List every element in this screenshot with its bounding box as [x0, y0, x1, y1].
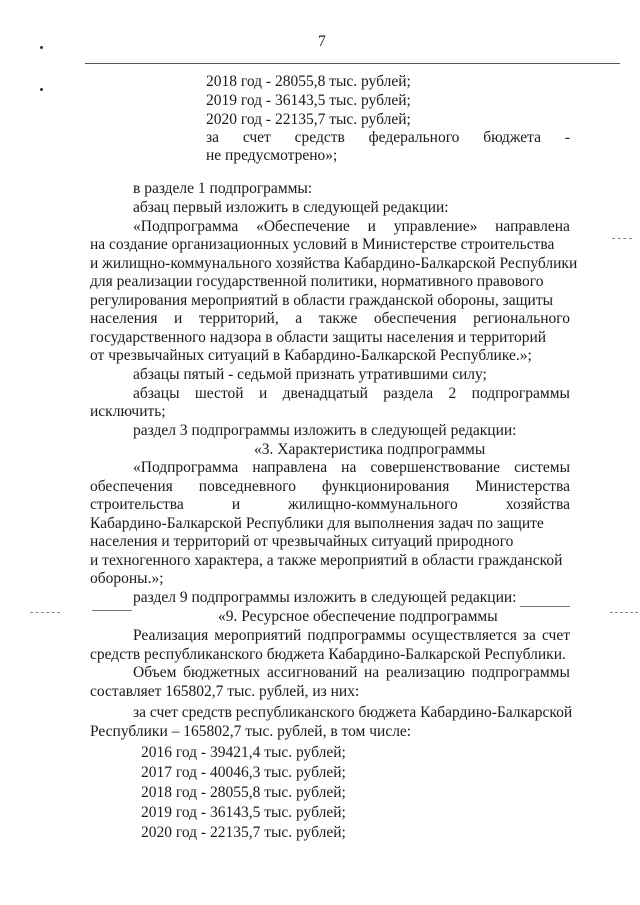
- list-item: 2016 год - 39421,4 тыс. рублей;: [141, 744, 346, 761]
- paragraph: абзацы пятый - седьмой признать утратившими силу;: [133, 366, 487, 383]
- quote-line: от чрезвычайных ситуаций в Кабардино-Балкарской Республике.»;: [90, 347, 532, 364]
- paragraph: раздел 9 подпрограммы изложить в следующей редакции:: [133, 589, 517, 606]
- quote-line: государственного надзора в области защиты населения и территорий: [90, 329, 547, 346]
- quote-line: строительства и жилищно-коммунального хозяйства: [90, 496, 570, 513]
- list-item: 2020 год - 22135,7 тыс. рублей;: [141, 824, 346, 841]
- quote-line: населения и территорий от чрезвычайных ситуаций природного: [90, 533, 514, 550]
- paragraph-line: Реализация мероприятий подпрограммы осуществляется за счет: [133, 627, 570, 644]
- list-item: 2017 год - 40046,3 тыс. рублей;: [141, 764, 346, 781]
- quote-line: обороны.»;: [90, 570, 164, 587]
- paragraph-line: составляет 165802,7 тыс. рублей, из них:: [90, 683, 360, 700]
- paragraph-line: средств республиканского бюджета Кабардино-Балкарской Республики.: [90, 646, 566, 663]
- page-break-rule: [92, 610, 132, 611]
- paragraph-line: исключить;: [90, 403, 166, 420]
- page-number: 7: [318, 33, 326, 50]
- list-item: 2018 год - 28055,8 тыс. рублей;: [141, 784, 346, 801]
- list-item: 2018 год - 28055,8 тыс. рублей;: [206, 73, 411, 90]
- list-item: 2019 год - 36143,5 тыс. рублей;: [141, 804, 346, 821]
- section-heading: «9. Ресурсное обеспечение подпрограммы: [218, 608, 498, 625]
- quote-line: «Подпрограмма «Обеспечение и управление» направлена: [133, 218, 570, 235]
- paragraph: раздел 3 подпрограммы изложить в следующей редакции:: [133, 422, 517, 439]
- quote-line: регулирования мероприятий в области гражданской обороны, защиты: [90, 292, 554, 309]
- list-item: 2019 год - 36143,5 тыс. рублей;: [206, 92, 411, 109]
- federal-budget-line: за счет средств федерального бюджета -: [206, 129, 570, 146]
- paragraph: в разделе 1 подпрограммы:: [133, 180, 313, 197]
- section-heading: «3. Характеристика подпрограммы: [254, 441, 486, 458]
- quote-line: обеспечения повседневного функционирования Министерства: [90, 478, 570, 495]
- page-break-mark: [30, 612, 60, 613]
- header-rule: [85, 63, 620, 64]
- paragraph: абзац первый изложить в следующей редакции:: [133, 199, 449, 216]
- scan-speck: [40, 88, 43, 91]
- paragraph-line: абзацы шестой и двенадцатый раздела 2 подпрограммы: [133, 385, 570, 402]
- quote-line: «Подпрограмма направлена на совершенствование системы: [133, 459, 570, 476]
- quote-line: населения и территорий, а также обеспечения регионального: [90, 310, 570, 327]
- quote-line: и жилищно-коммунального хозяйства Кабардино-Балкарской Республики: [90, 255, 578, 272]
- page-break-mark: [612, 238, 632, 239]
- list-item: не предусмотрено»;: [206, 147, 338, 164]
- page-break-mark: [610, 612, 638, 613]
- paragraph-line: Объем бюджетных ассигнований на реализацию подпрограммы: [133, 664, 570, 681]
- quote-line: для реализации государственной политики, нормативного правового: [90, 273, 544, 290]
- quote-line: на создание организационных условий в Министерстве строительства: [90, 236, 555, 253]
- list-item: 2020 год - 22135,7 тыс. рублей;: [206, 111, 411, 128]
- paragraph-line: Республики – 165802,7 тыс. рублей, в том числе:: [90, 723, 412, 740]
- quote-line: и техногенного характера, а также мероприятий в области гражданской: [90, 552, 563, 569]
- paragraph-line: за счет средств республиканского бюджета Кабардино-Балкарской: [133, 704, 573, 721]
- page-break-rule: [520, 606, 570, 607]
- quote-line: Кабардино-Балкарской Республики для выполнения задач по защите: [90, 515, 544, 532]
- scan-speck: [40, 46, 43, 49]
